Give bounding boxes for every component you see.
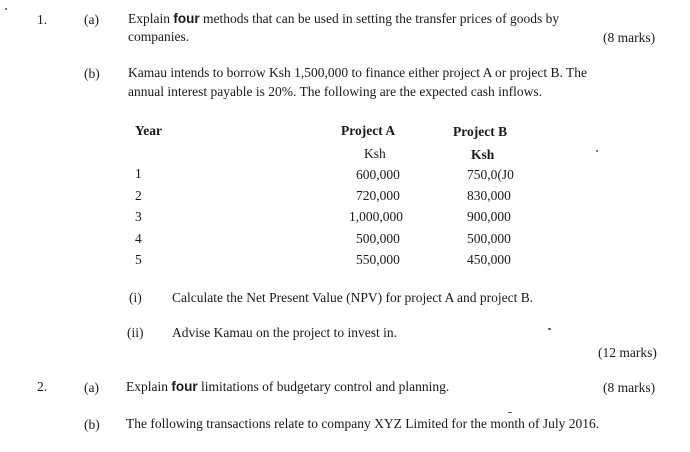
table-header: Project A — [341, 123, 396, 138]
question-text: companies. — [128, 29, 190, 44]
table-cell-year: 4 — [135, 231, 142, 246]
table-cell-year: 5 — [135, 252, 142, 267]
part-label: (b) — [84, 66, 100, 81]
question-text — [128, 11, 559, 27]
marks-label: (8 marks) — [603, 380, 656, 395]
table-header: Project B — [453, 124, 508, 139]
question-text: The following transactions relate to company XYZ Limited for the month of July 2016. — [126, 416, 600, 431]
table-unit: Ksh — [364, 146, 386, 161]
question-text-segment: limitations of budgetary control and planning. — [197, 379, 450, 394]
table-cell-project-a: 500,000 — [356, 231, 400, 246]
table-cell-project-a: 720,000 — [356, 188, 400, 203]
table-unit: Ksh — [471, 147, 495, 162]
part-label: (b) — [84, 417, 100, 432]
table-cell-project-a: 550,000 — [356, 252, 400, 267]
scan-speck — [596, 150, 598, 152]
marks-label: (12 marks) — [598, 345, 657, 360]
marks-label: (8 marks) — [603, 30, 656, 45]
sub-part-label: (i) — [129, 290, 142, 305]
scan-speck — [508, 412, 512, 413]
emphasis-word: four — [171, 379, 198, 394]
table-cell-year: 3 — [135, 209, 142, 224]
table-cell-project-a: 600,000 — [356, 167, 400, 182]
question-text-segment: Explain — [126, 379, 172, 394]
question-text: Calculate the Net Present Value (NPV) for project A and project B. — [172, 290, 534, 305]
question-number: 2. — [37, 379, 48, 394]
question-text: annual interest payable is 20%. The following are the expected cash inflows. — [128, 84, 542, 99]
part-label: (a) — [84, 12, 99, 27]
part-label: (a) — [84, 380, 99, 395]
question-text-segment: Explain — [128, 11, 174, 26]
question-text-segment: methods that can be used in setting the transfer prices of goods by — [199, 11, 560, 26]
table-header: Year — [135, 123, 162, 138]
table-cell-project-b: 900,000 — [467, 209, 511, 224]
question-number: 1. — [37, 12, 48, 27]
sub-part-label: (ii) — [127, 325, 144, 340]
scan-speck — [5, 8, 7, 10]
table-cell-year: 2 — [135, 188, 142, 203]
table-cell-year: 1 — [135, 166, 142, 181]
table-cell-project-a: 1,000,000 — [349, 209, 403, 224]
table-cell-project-b: 750,0(J0 — [467, 167, 514, 182]
question-text: Advise Kamau on the project to invest in. — [172, 325, 397, 340]
question-text — [126, 379, 449, 395]
table-cell-project-b: 450,000 — [467, 252, 511, 267]
table-cell-project-b: 500,000 — [467, 231, 511, 246]
scan-speck — [548, 328, 551, 330]
question-text: Kamau intends to borrow Ksh 1,500,000 to finance either project A or project B. The — [128, 65, 588, 80]
table-cell-project-b: 830,000 — [467, 188, 511, 203]
emphasis-word: four — [173, 11, 200, 26]
